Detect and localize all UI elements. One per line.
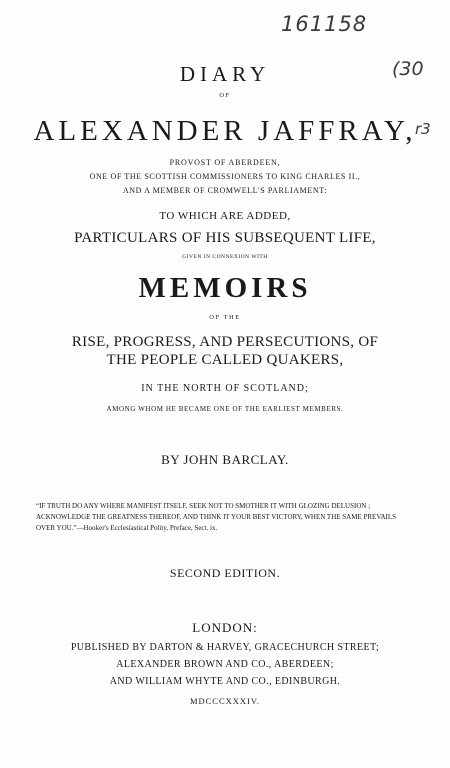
handwritten-shelf-mark: (30	[392, 58, 424, 80]
epigraph-line-3: OVER YOU.”—Hooker's Ecclesiastical Polity, Preface, Sect. ix.	[36, 524, 218, 532]
subtitle-member: AND A MEMBER OF CROMWELL'S PARLIAMENT:	[122, 186, 328, 195]
handwritten-accession-number: 161158	[281, 12, 368, 36]
edition-line: SECOND EDITION.	[169, 566, 281, 580]
epigraph-line-1: “IF TRUTH DO ANY WHERE MANIFEST ITSELF, SEEK NOT TO SMOTHER IT WITH GLOZING DELUSION ;	[36, 502, 371, 510]
epigraph-line-2: ACKNOWLEDGE THE GREATNESS THEREOF, AND THINK IT YOUR BEST VICTORY, WHEN THE SAME PREVAILS	[36, 513, 397, 521]
subtitle-of-the: OF THE	[209, 314, 241, 321]
imprint-whyte: AND WILLIAM WHYTE AND CO., EDINBURGH.	[109, 676, 341, 687]
title-line-name: ALEXANDER JAFFRAY,	[33, 115, 417, 147]
subtitle-people: THE PEOPLE CALLED QUAKERS,	[106, 352, 344, 368]
imprint-date: MDCCCXXXIV.	[189, 696, 261, 706]
handwritten-shelf-mark-secondary: r3	[415, 120, 431, 138]
title-connector-of: OF	[219, 92, 231, 99]
subtitle-memoirs: MEMOIRS	[138, 272, 312, 304]
author-line: BY JOHN BARCLAY.	[161, 452, 289, 467]
subtitle-provost: PROVOST OF ABERDEEN,	[169, 158, 281, 167]
title-line-diary: DIARY	[179, 62, 271, 86]
subtitle-given: GIVEN IN CONNEXION WITH	[182, 254, 268, 260]
imprint-publisher: PUBLISHED BY DARTON & HARVEY, GRACECHURCH STREET;	[70, 642, 380, 653]
subtitle-added: TO WHICH ARE ADDED,	[159, 210, 291, 222]
imprint-city: LONDON:	[192, 620, 258, 635]
subtitle-rise: RISE, PROGRESS, AND PERSECUTIONS, OF	[71, 334, 379, 350]
imprint-brown: ALEXANDER BROWN AND CO., ABERDEEN;	[116, 659, 334, 670]
subtitle-north: IN THE NORTH OF SCOTLAND;	[141, 383, 309, 394]
subtitle-particulars: PARTICULARS OF HIS SUBSEQUENT LIFE,	[74, 230, 376, 246]
subtitle-among: AMONG WHOM HE BECAME ONE OF THE EARLIEST MEMBERS.	[106, 405, 344, 413]
subtitle-commissioner: ONE OF THE SCOTTISH COMMISSIONERS TO KING CHARLES II.,	[89, 172, 361, 181]
